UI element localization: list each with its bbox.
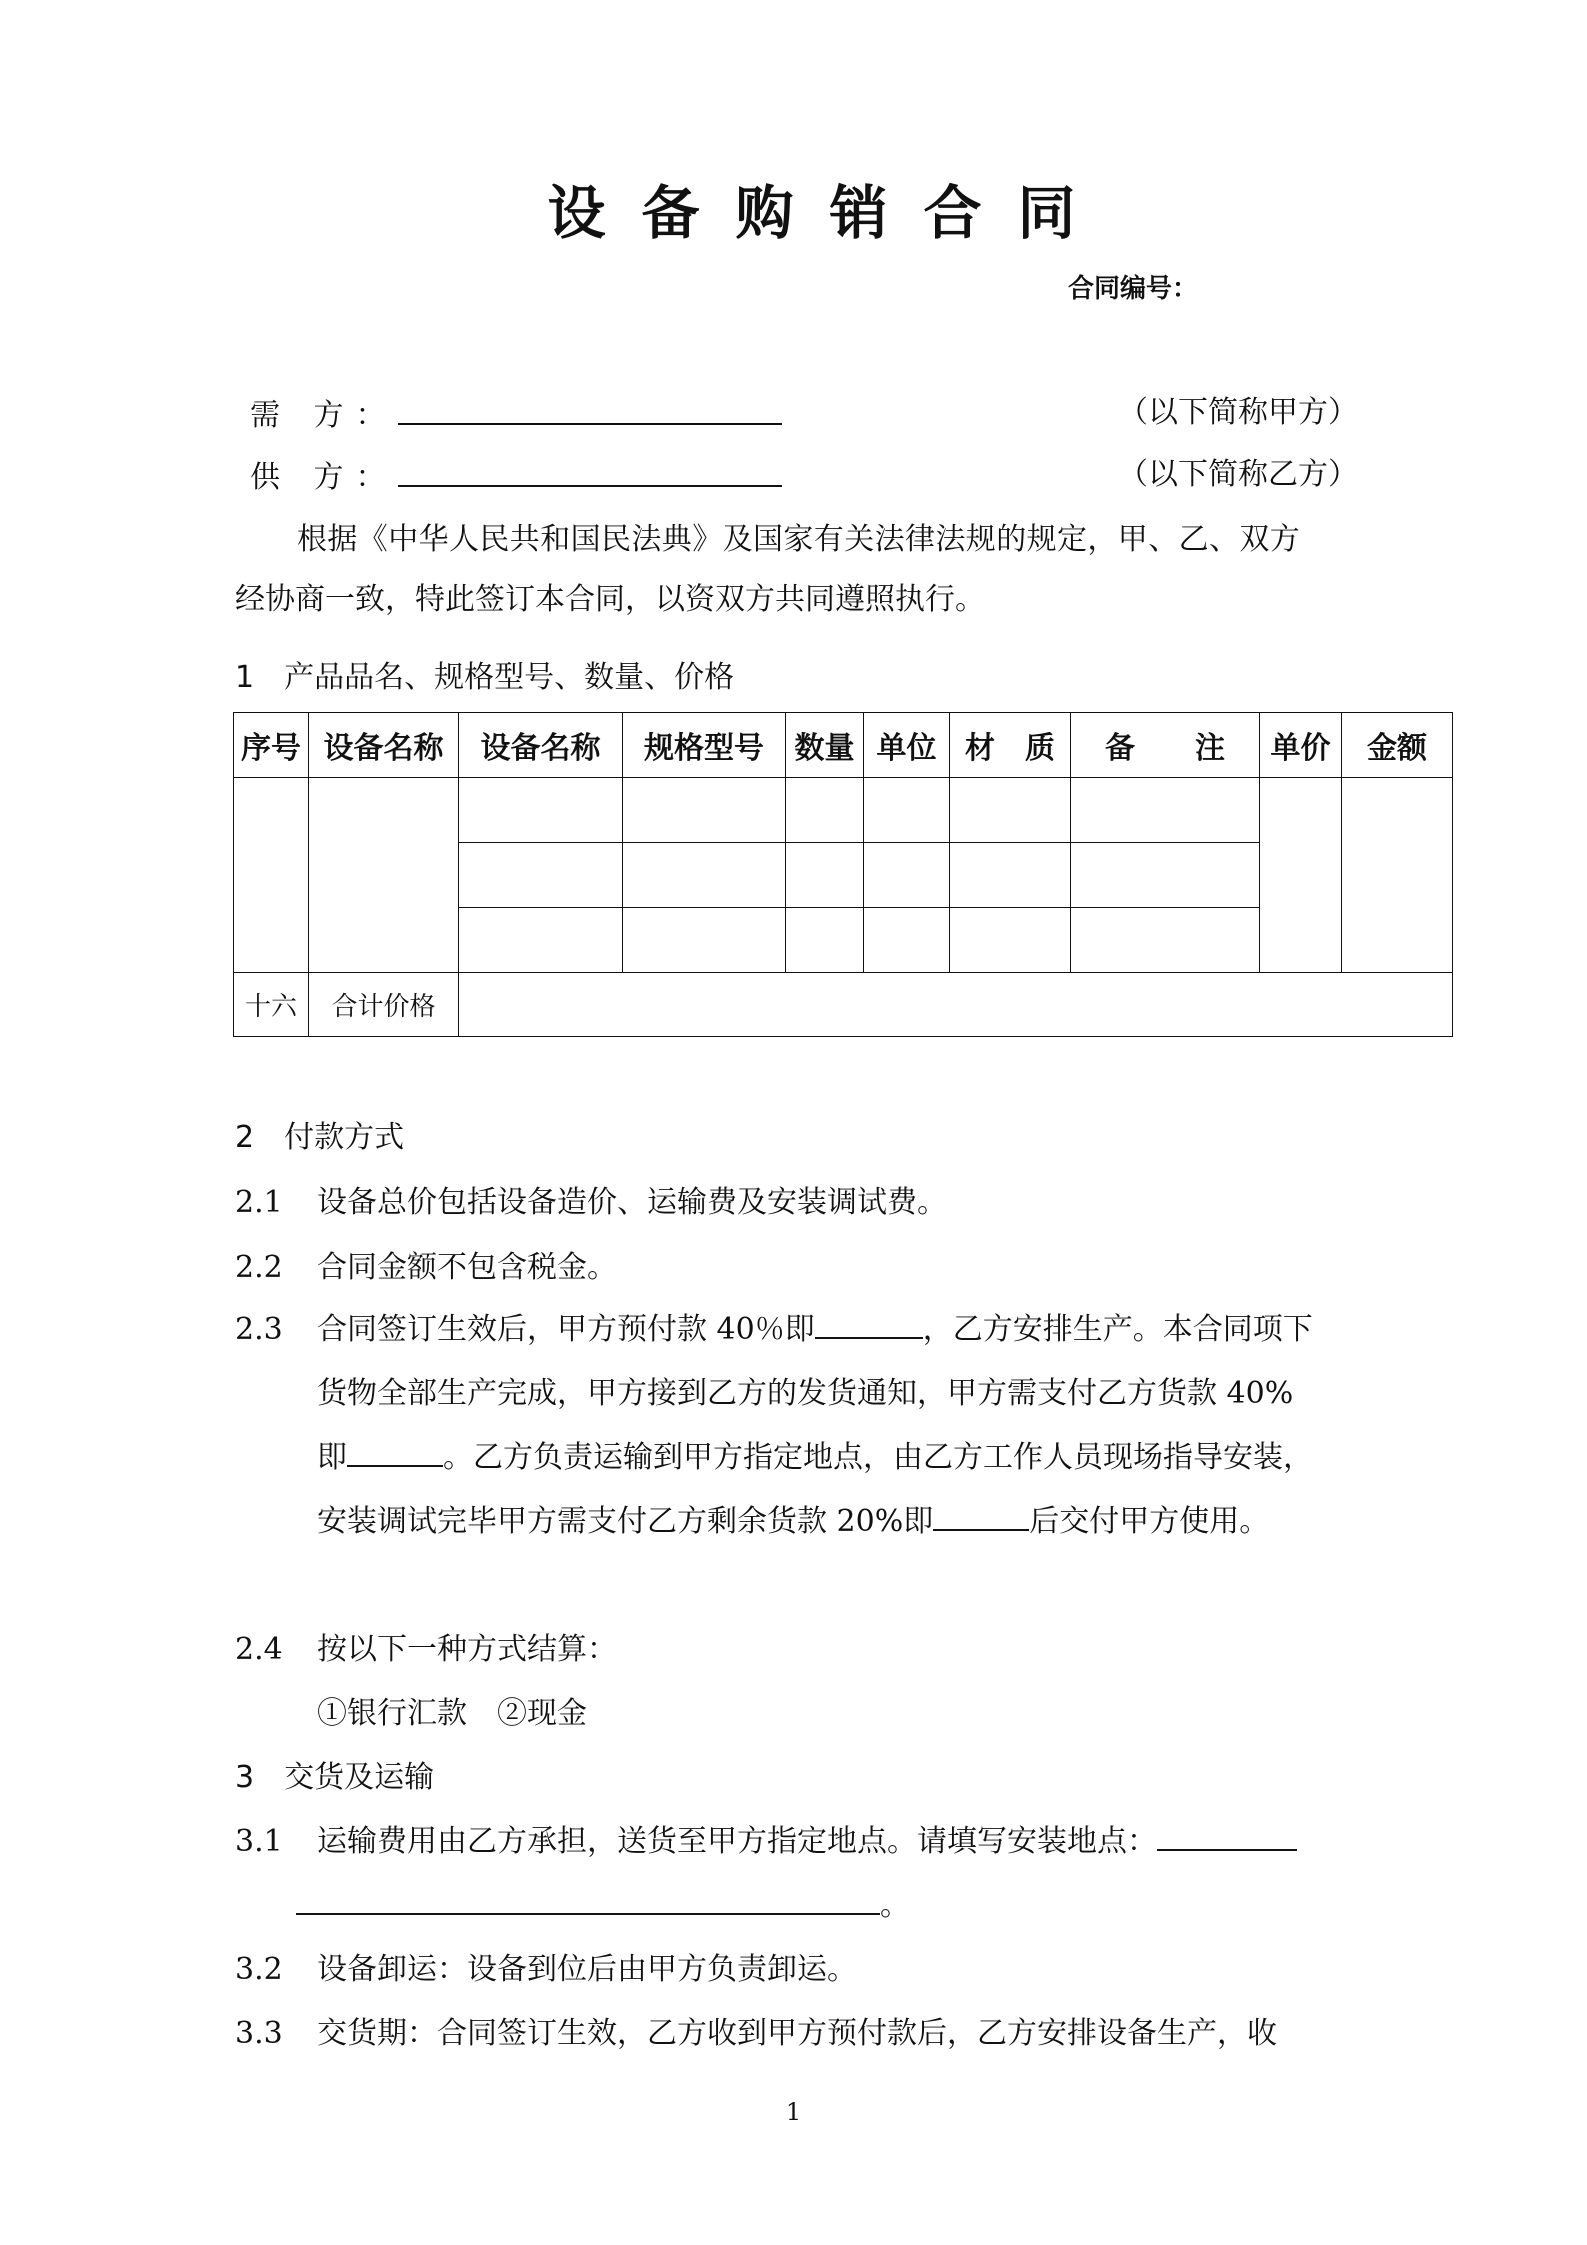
- table-total-row: [234, 973, 1453, 1037]
- cell-spec[interactable]: [623, 908, 786, 973]
- total-value-cell[interactable]: [459, 973, 1453, 1037]
- advance-payment-blank[interactable]: [815, 1311, 923, 1339]
- header-index: 序号: [234, 713, 309, 778]
- clause-3-3-text: 交货期：合同签订生效，乙方收到甲方预付款后，乙方安排设备生产，收: [317, 2016, 1277, 2051]
- cell-unit[interactable]: [864, 843, 950, 908]
- final-payment-blank[interactable]: [933, 1503, 1029, 1531]
- buyer-note: （以下简称甲方）: [1118, 395, 1358, 430]
- page-number: 1: [785, 2098, 802, 2126]
- cell-spec[interactable]: [623, 843, 786, 908]
- clause-2-2: [235, 1248, 617, 1288]
- clause-2-3-line-1: [235, 1310, 1313, 1350]
- section-1-number: 1: [235, 660, 255, 695]
- clause-2-1-number: 2.1: [235, 1185, 283, 1220]
- cell-qty[interactable]: [786, 778, 864, 843]
- settlement-options: ①银行汇款 ②现金: [317, 1696, 587, 1731]
- product-table: [233, 712, 1453, 1037]
- cell-material[interactable]: [950, 778, 1071, 843]
- clause-2-3-text-d: 。乙方负责运输到甲方指定地点，由乙方工作人员现场指导安装，: [443, 1440, 1313, 1475]
- install-location-blank-1[interactable]: [1157, 1823, 1297, 1851]
- header-equipment-name-2: 设备名称: [459, 713, 623, 778]
- section-3-title: 交货及运输: [284, 1760, 435, 1795]
- clause-3-1-number: 3.1: [235, 1824, 283, 1859]
- header-unit-price: 单价: [1260, 713, 1342, 778]
- clause-2-4: [235, 1630, 617, 1670]
- cell-subname[interactable]: [459, 778, 623, 843]
- cell-index[interactable]: [234, 778, 309, 973]
- header-material: 材 质: [950, 713, 1071, 778]
- header-unit: 单位: [864, 713, 950, 778]
- cell-amount[interactable]: [1342, 778, 1453, 973]
- clause-2-3-text-e: 安装调试完毕甲方需支付乙方剩余货款 20%即: [317, 1504, 934, 1539]
- clause-2-3-line-2: 货物全部生产完成，甲方接到乙方的发货通知，甲方需支付乙方货款 40%: [317, 1376, 1294, 1411]
- header-amount: 金额: [1342, 713, 1453, 778]
- cell-equipment-name[interactable]: [309, 778, 459, 973]
- intro-line-1: 根据《中华人民共和国民法典》及国家有关法律法规的规定，甲、乙、双方: [297, 522, 1301, 557]
- clause-2-3-line-3: [317, 1438, 1313, 1478]
- section-2-heading: [235, 1118, 404, 1158]
- cell-material[interactable]: [950, 908, 1071, 973]
- clause-2-3-line-4: [317, 1502, 1269, 1542]
- clause-3-3: [235, 2014, 1277, 2054]
- document-title: 设备购销合同: [547, 179, 1112, 247]
- clause-2-1: [235, 1183, 947, 1223]
- header-remarks: 备 注: [1071, 713, 1260, 778]
- total-index: 十六: [234, 973, 309, 1037]
- clause-3-1-end: 。: [880, 1888, 910, 1923]
- header-equipment-name: 设备名称: [309, 713, 459, 778]
- cell-qty[interactable]: [786, 843, 864, 908]
- intro-line-2: 经协商一致，特此签订本合同，以资双方共同遵照执行。: [235, 582, 985, 617]
- clause-2-3-text-a: 合同签订生效后，甲方预付款 40％即: [317, 1312, 815, 1347]
- cell-unit-price[interactable]: [1260, 778, 1342, 973]
- seller-row: [250, 455, 782, 498]
- clause-2-1-text: 设备总价包括设备造价、运输费及安装调试费。: [317, 1185, 947, 1220]
- clause-3-2-number: 3.2: [235, 1952, 283, 1987]
- section-1-title: 产品品名、规格型号、数量、价格: [284, 660, 735, 695]
- table-row: [234, 778, 1453, 843]
- clause-3-3-number: 3.3: [235, 2016, 283, 2051]
- clause-2-3-text-b: ，乙方安排生产。本合同项下: [922, 1312, 1313, 1347]
- cell-unit[interactable]: [864, 908, 950, 973]
- clause-3-2: [235, 1950, 857, 1990]
- contract-number-label: 合同编号：: [1068, 274, 1199, 304]
- table-header-row: [234, 713, 1453, 778]
- cell-unit[interactable]: [864, 778, 950, 843]
- clause-2-2-text: 合同金额不包含税金。: [317, 1250, 617, 1285]
- cell-remarks[interactable]: [1071, 908, 1260, 973]
- clause-3-1: [235, 1822, 1297, 1862]
- cell-spec[interactable]: [623, 778, 786, 843]
- seller-blank[interactable]: [398, 455, 782, 487]
- clause-2-3-number: 2.3: [235, 1312, 283, 1347]
- cell-remarks[interactable]: [1071, 778, 1260, 843]
- header-quantity: 数量: [786, 713, 864, 778]
- section-3-number: 3: [235, 1760, 255, 1795]
- cell-subname[interactable]: [459, 843, 623, 908]
- buyer-row: [250, 393, 782, 436]
- buyer-label: 需 方：: [250, 398, 398, 433]
- second-payment-blank[interactable]: [347, 1439, 443, 1467]
- seller-note: （以下简称乙方）: [1118, 457, 1358, 492]
- buyer-blank[interactable]: [398, 393, 782, 425]
- clause-2-3-text-c: 即: [317, 1440, 347, 1475]
- section-2-title: 付款方式: [284, 1120, 405, 1155]
- cell-subname[interactable]: [459, 908, 623, 973]
- header-spec-model: 规格型号: [623, 713, 786, 778]
- total-label: 合计价格: [309, 973, 459, 1037]
- clause-3-1-continued: [296, 1886, 910, 1926]
- clause-3-2-text: 设备卸运：设备到位后由甲方负责卸运。: [317, 1952, 857, 1987]
- clause-2-4-text: 按以下一种方式结算：: [317, 1632, 617, 1667]
- clause-2-4-number: 2.4: [235, 1632, 283, 1667]
- cell-material[interactable]: [950, 843, 1071, 908]
- section-2-number: 2: [235, 1120, 255, 1155]
- cell-qty[interactable]: [786, 908, 864, 973]
- seller-label: 供 方：: [250, 460, 398, 495]
- section-1-heading: [235, 658, 734, 698]
- cell-remarks[interactable]: [1071, 843, 1260, 908]
- clause-2-3-text-f: 后交付甲方使用。: [1029, 1504, 1270, 1539]
- clause-3-1-text: 运输费用由乙方承担，送货至甲方指定地点。请填写安装地点：: [317, 1824, 1157, 1859]
- install-location-blank-2[interactable]: [296, 1887, 880, 1915]
- section-3-heading: [235, 1758, 434, 1798]
- clause-2-2-number: 2.2: [235, 1250, 283, 1285]
